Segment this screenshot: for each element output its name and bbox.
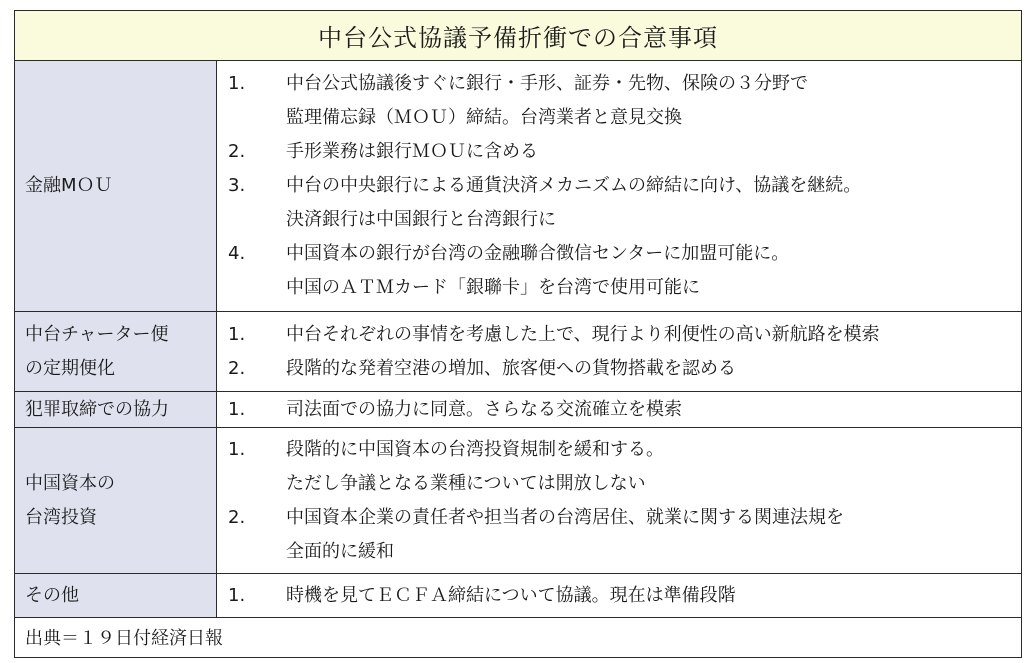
- item-number: 1.: [228, 323, 246, 345]
- item-number: 2.: [228, 357, 246, 379]
- list-item: [217, 352, 1021, 386]
- item-text: [286, 318, 1021, 352]
- item-line: 中国資本の銀行が台湾の金融聯合徴信センターに加盟可能に。: [286, 243, 790, 264]
- category-line: の定期便化: [25, 357, 115, 379]
- item-line: 中台公式協議後すぐに銀行・手形、証券・先物、保険の３分野で: [286, 73, 808, 94]
- list-item: [217, 318, 1021, 352]
- item-line: 司法面での協力に同意。さらなる交流確立を模索: [286, 398, 682, 420]
- item-number: 1.: [228, 584, 246, 606]
- list-item: [217, 169, 1021, 237]
- category-line: 中国資本の: [25, 472, 115, 494]
- item-text: [286, 393, 1021, 427]
- item-line: 中国資本企業の責任者や担当者の台湾居住、就業に関する関連法規を: [286, 506, 844, 528]
- item-text: [286, 433, 1021, 501]
- item-line: 中台の中央銀行による通貨決済メカニズムの締結に向け、協議を継続。: [286, 175, 862, 196]
- row-items: [217, 392, 1021, 427]
- list-item: [217, 433, 1021, 501]
- list-item: [217, 579, 1021, 613]
- list-item: [217, 67, 1021, 135]
- item-number: 1.: [228, 398, 246, 420]
- table-title: 中台公式協議予備折衝での合意事項: [15, 11, 1021, 61]
- item-line: 決済銀行は中国銀行と台湾銀行に: [286, 209, 556, 230]
- agreement-table: [14, 10, 1022, 658]
- row-items: [217, 312, 1021, 391]
- category-line: 金融MＯＵ: [25, 175, 113, 196]
- row-category: [15, 392, 217, 427]
- item-line: 段階的な発着空港の増加、旅客便への貨物搭載を認める: [286, 357, 736, 379]
- item-number: 1.: [228, 438, 246, 460]
- table-row-investment: [15, 428, 1021, 574]
- source-note: 出典＝１９日付経済日報: [25, 628, 223, 649]
- category-line: 台湾投資: [25, 506, 97, 528]
- list-item: [217, 135, 1021, 169]
- row-items: [217, 61, 1021, 311]
- table-row-other: [15, 574, 1021, 618]
- category-line: その他: [25, 584, 79, 606]
- row-items: [217, 574, 1021, 617]
- item-text: [286, 237, 1021, 305]
- list-item: [217, 501, 1021, 569]
- item-text: [286, 352, 1021, 386]
- item-number: 1.: [228, 73, 246, 94]
- item-line: 監理備忘録（ＭＯＵ）締結。台湾業者と意見交換: [286, 107, 682, 128]
- table-row-charter-flights: [15, 312, 1021, 392]
- category-line: 中台チャーター便: [25, 323, 169, 345]
- item-number: 2.: [228, 141, 246, 162]
- table-row-crime-cooperation: [15, 392, 1021, 428]
- item-number: 3.: [228, 175, 246, 196]
- item-text: [286, 135, 1021, 169]
- item-number: 2.: [228, 506, 246, 528]
- row-category: [15, 312, 217, 391]
- row-category: [15, 574, 217, 617]
- item-line: 手形業務は銀行ＭＯＵに含める: [286, 141, 538, 162]
- list-item: [217, 393, 1021, 427]
- item-line: 時機を見てＥＣＦＡ締結について協議。現在は準備段階: [286, 584, 736, 606]
- row-items: [217, 428, 1021, 573]
- row-category: [15, 428, 217, 573]
- item-line: 中国のＡＴＭカード「銀聯卡」を台湾で使用可能に: [286, 277, 700, 298]
- item-line: 中台それぞれの事情を考慮した上で、現行より利便性の高い新航路を模索: [286, 323, 880, 345]
- item-text: [286, 67, 1021, 135]
- item-text: [286, 501, 1021, 569]
- item-line: 段階的に中国資本の台湾投資規制を緩和する。: [286, 438, 664, 460]
- item-line: ただし争議となる業種については開放しない: [286, 472, 646, 494]
- item-number: 4.: [228, 243, 246, 264]
- table-row-finance-mou: [15, 61, 1021, 312]
- list-item: [217, 237, 1021, 305]
- row-category: [15, 61, 217, 311]
- item-line: 全面的に緩和: [286, 540, 394, 562]
- item-text: [286, 579, 1021, 613]
- category-line: 犯罪取締での協力: [25, 398, 169, 420]
- item-text: [286, 169, 1021, 237]
